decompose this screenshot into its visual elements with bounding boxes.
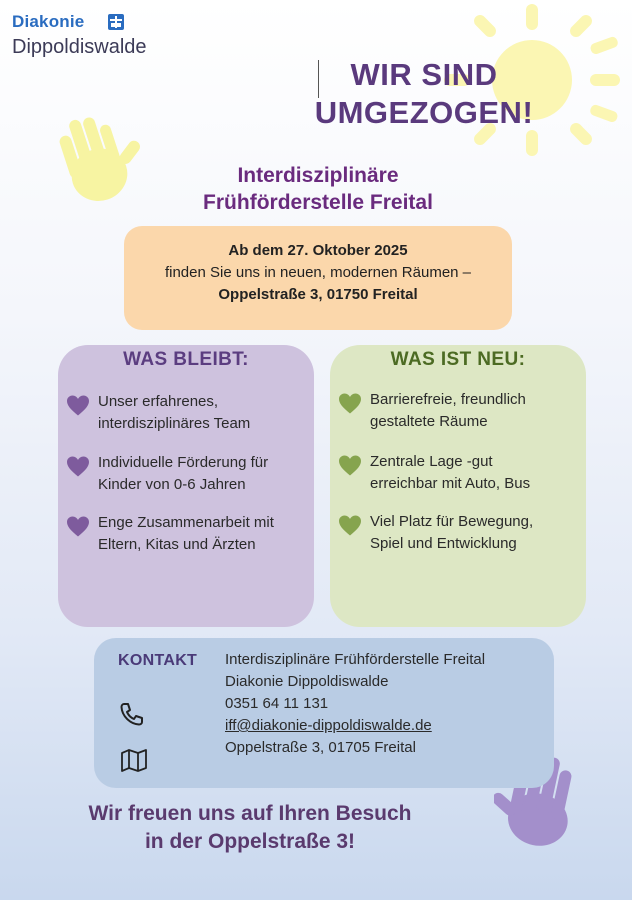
notice-address: Oppelstraße 3, 01750 Freital bbox=[218, 286, 418, 303]
notice-date: Ab dem 27. Oktober 2025 bbox=[228, 242, 408, 259]
stays-item bbox=[66, 512, 308, 556]
stays-item bbox=[66, 391, 308, 435]
contact-phone[interactable]: 0351 64 11 131 bbox=[225, 695, 329, 712]
stays-item-line: Enge Zusammenarbeit mit bbox=[98, 514, 274, 531]
new-item-line: erreichbar mit Auto, Bus bbox=[370, 475, 531, 492]
stays-item-line: Kinder von 0-6 Jahren bbox=[98, 476, 246, 493]
stays-item-line: Eltern, Kitas und Ärzten bbox=[98, 536, 256, 553]
headline-line-1: WIR SIND bbox=[350, 57, 498, 92]
new-item-line: Zentrale Lage -gut bbox=[370, 453, 493, 470]
stays-item bbox=[66, 452, 308, 496]
contact-address: Oppelstraße 3, 01705 Freital bbox=[225, 739, 416, 756]
contact-panel bbox=[94, 638, 554, 788]
heart-icon bbox=[66, 394, 90, 418]
headline-line-2: UMGEZOGEN! bbox=[314, 95, 534, 130]
heart-icon bbox=[338, 454, 362, 478]
stays-panel bbox=[58, 345, 314, 627]
heart-icon bbox=[338, 392, 362, 416]
logo-name: Diakonie bbox=[12, 12, 85, 31]
new-panel bbox=[330, 345, 586, 627]
subtitle-line-2: Frühförderstelle Freital bbox=[203, 191, 433, 214]
heart-icon bbox=[66, 515, 90, 539]
map-icon bbox=[120, 746, 148, 774]
contact-details bbox=[225, 649, 485, 759]
move-notice bbox=[124, 226, 512, 330]
new-item bbox=[338, 451, 580, 495]
subtitle bbox=[150, 162, 486, 216]
new-item bbox=[338, 511, 580, 555]
contact-title: KONTAKT bbox=[118, 652, 198, 669]
footer-message bbox=[40, 800, 460, 856]
footer-line-1: Wir freuen uns auf Ihren Besuch bbox=[88, 802, 412, 825]
logo-city: Dippoldiswalde bbox=[12, 36, 147, 58]
footer-line-2: in der Oppelstraße 3! bbox=[144, 830, 356, 853]
new-item-line: Spiel und Entwicklung bbox=[370, 535, 517, 552]
contact-email-link[interactable]: iff@diakonie-dippoldiswalde.de bbox=[225, 717, 432, 734]
diakonie-cross-icon bbox=[108, 14, 124, 30]
headline bbox=[294, 56, 554, 132]
new-item-line: gestaltete Räume bbox=[370, 413, 488, 430]
new-item-line: Barrierefreie, freundlich bbox=[370, 391, 526, 408]
heart-icon bbox=[338, 514, 362, 538]
new-item-line: Viel Platz für Bewegung, bbox=[370, 513, 534, 530]
stays-item-line: Unser erfahrenes, bbox=[98, 393, 219, 410]
new-item bbox=[338, 389, 580, 433]
yellow-hand-icon bbox=[44, 106, 142, 210]
new-title: WAS IST NEU: bbox=[390, 349, 526, 370]
contact-company: Diakonie Dippoldiswalde bbox=[225, 673, 389, 690]
contact-org: Interdisziplinäre Frühförderstelle Freital bbox=[225, 651, 486, 668]
phone-icon bbox=[118, 700, 146, 728]
heart-icon bbox=[66, 455, 90, 479]
subtitle-line-1: Interdisziplinäre bbox=[237, 164, 399, 187]
stays-item-line: interdisziplinäres Team bbox=[98, 415, 251, 432]
stays-title: WAS BLEIBT: bbox=[123, 349, 249, 370]
stays-item-line: Individuelle Förderung für bbox=[98, 454, 269, 471]
notice-text: finden Sie uns in neuen, modernen Räumen – bbox=[164, 264, 472, 281]
